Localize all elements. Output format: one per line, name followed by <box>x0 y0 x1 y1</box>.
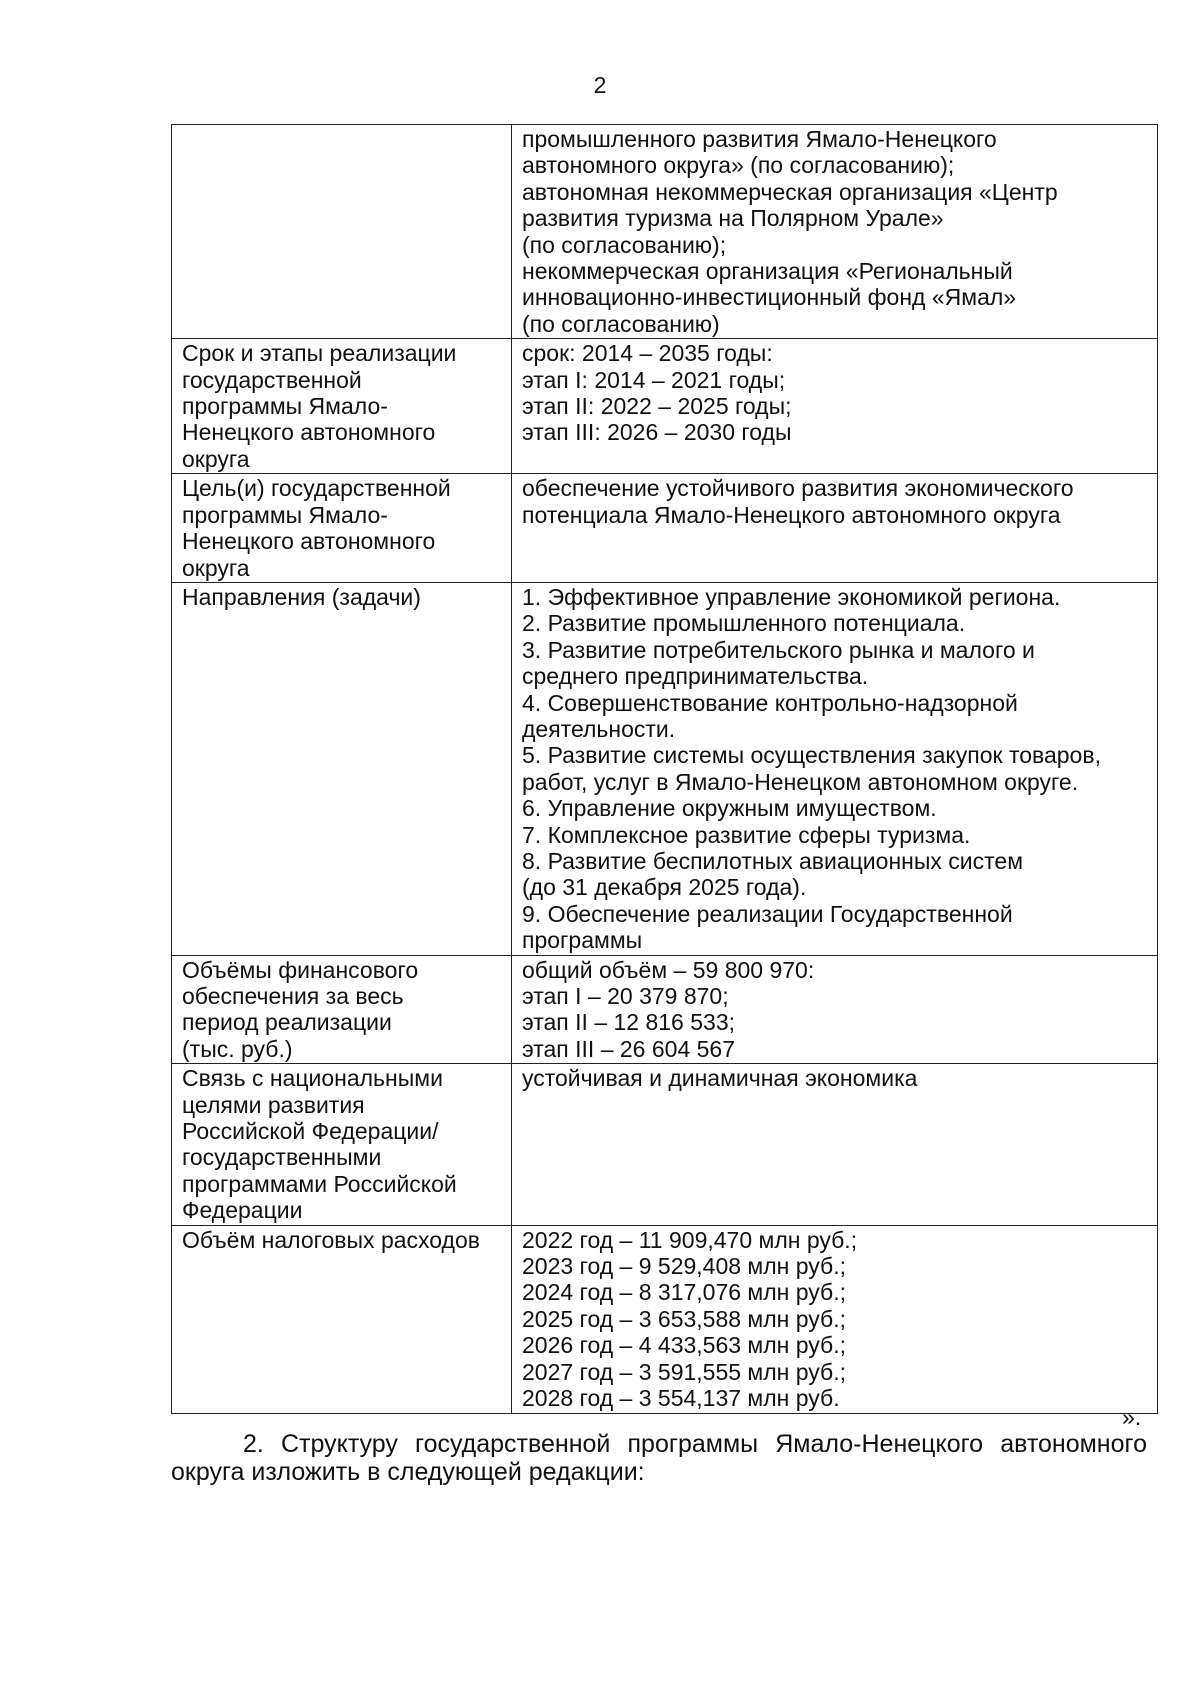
row-label-line: обеспечения за весь <box>182 983 404 1009</box>
row-value-line: этап III: 2026 – 2030 годы <box>522 419 792 446</box>
table-row <box>172 955 1158 1064</box>
row-value-cell <box>512 1064 1158 1225</box>
row-value-line: 2027 год – 3 591,555 млн руб.; <box>522 1358 846 1385</box>
row-label-line: Объём налоговых расходов <box>182 1226 480 1253</box>
row-label-line: (тыс. руб.) <box>182 1035 293 1062</box>
row-label-line: программы Ямало- <box>182 501 388 528</box>
row-label-line: Объёмы финансового <box>182 956 419 983</box>
row-label-line: Направления (задачи) <box>182 583 421 610</box>
row-value-line: 2. Развитие промышленного потенциала. <box>522 610 966 637</box>
row-value-line: обеспечение устойчивого развития экономического <box>522 475 1074 502</box>
row-value-line: автономная некоммерческая организация «Центр <box>522 178 1058 205</box>
row-value-line: устойчивая и динамичная экономика <box>522 1065 918 1092</box>
row-value-line: 2026 год – 4 433,563 млн руб.; <box>522 1332 846 1359</box>
table-row <box>172 474 1158 583</box>
row-label-line: Федерации <box>182 1197 303 1224</box>
row-value-line: промышленного развития Ямало-Ненецкого <box>522 126 997 152</box>
row-value-line: работ, услуг в Ямало-Ненецком автономном округе. <box>522 768 1079 795</box>
row-value-line: автономного округа» (по согласованию); <box>522 152 955 179</box>
row-label-line: Срок и этапы реализации <box>182 340 457 367</box>
row-value-line: этап I – 20 379 870; <box>522 983 729 1009</box>
program-passport-table-body <box>172 125 1158 1414</box>
row-value-line: среднего предпринимательства. <box>522 663 869 690</box>
row-value-cell <box>512 955 1158 1064</box>
row-label-line: Цель(и) государственной <box>182 475 451 502</box>
row-value-line: 1. Эффективное управление экономикой региона. <box>522 583 1061 610</box>
row-value-line: 5. Развитие системы осуществления закупок товаров, <box>522 742 1101 769</box>
row-value-line: этап I: 2014 – 2021 годы; <box>522 366 786 393</box>
row-value-line: инновационно-инвестиционный фонд «Ямал» <box>522 284 1017 311</box>
row-value-cell <box>512 474 1158 583</box>
row-label-line: Ненецкого автономного <box>182 419 436 446</box>
row-value-line: 6. Управление окружным имуществом. <box>522 795 937 822</box>
table-row <box>172 1064 1158 1225</box>
row-value-line: 4. Совершенствование контрольно-надзорной <box>522 689 1018 716</box>
row-label-line: государственными <box>182 1144 382 1171</box>
row-value-line: этап III – 26 604 567 <box>522 1035 735 1062</box>
row-label-cell <box>172 582 512 955</box>
row-label-cell <box>172 339 512 474</box>
row-value-line: этап II: 2022 – 2025 годы; <box>522 393 792 420</box>
row-value-line: срок: 2014 – 2035 годы: <box>522 340 773 367</box>
row-label-line: Связь с национальными <box>182 1065 443 1092</box>
page-number: 2 <box>593 72 607 98</box>
row-value-line: деятельности. <box>522 715 676 742</box>
table-row <box>172 339 1158 474</box>
row-label-line: Ненецкого автономного <box>182 528 436 555</box>
row-value-line: общий объём – 59 800 970: <box>522 956 815 983</box>
row-label-line: округа <box>182 445 250 472</box>
row-value-line: (по согласованию) <box>522 310 720 337</box>
closing-quote: ». <box>1122 1404 1142 1430</box>
row-value-line: (до 31 декабря 2025 года). <box>522 874 807 901</box>
row-label-cell <box>172 955 512 1064</box>
row-value-cell <box>512 582 1158 955</box>
row-label-line: целями развития <box>182 1091 365 1118</box>
row-value-line: 2022 год – 11 909,470 млн руб.; <box>522 1226 858 1253</box>
row-value-line: 7. Комплексное развитие сферы туризма. <box>522 821 971 848</box>
row-value-line: потенциала Ямало-Ненецкого автономного округа <box>522 501 1061 528</box>
row-label-cell <box>172 125 512 339</box>
row-value-line: 2024 год – 8 317,076 млн руб.; <box>522 1279 846 1306</box>
row-value-line: 2025 год – 3 653,588 млн руб.; <box>522 1305 846 1332</box>
row-value-line: развития туризма на Полярном Урале» <box>522 205 944 232</box>
row-value-line: 8. Развитие беспилотных авиационных систем <box>522 847 1024 874</box>
row-value-line: 9. Обеспечение реализации Государственной <box>522 900 1013 927</box>
row-value-line: 2023 год – 9 529,408 млн руб.; <box>522 1253 846 1280</box>
row-value-line: программы <box>522 927 643 954</box>
amendment-paragraph-line-1: 2. Структуру государственной программы Ямало-Ненецкого автономного <box>243 1430 1147 1458</box>
row-label-cell <box>172 1064 512 1225</box>
table-row <box>172 125 1158 339</box>
row-value-line: некоммерческая организация «Региональный <box>522 258 1013 285</box>
row-value-line: этап II – 12 816 533; <box>522 1009 735 1036</box>
row-label-line: округа <box>182 554 250 581</box>
row-label-line: Российской Федерации/ <box>182 1118 439 1145</box>
row-value-cell <box>512 339 1158 474</box>
row-label-line: программами Российской <box>182 1170 457 1197</box>
table-row <box>172 1225 1158 1413</box>
row-value-cell <box>512 125 1158 339</box>
row-value-line: 3. Развитие потребительского рынка и малого и <box>522 636 1035 663</box>
program-passport-table <box>171 124 1158 1414</box>
row-label-line: период реализации <box>182 1009 392 1036</box>
row-label-line: государственной <box>182 366 362 393</box>
amendment-paragraph-line-2: округа изложить в следующей редакции: <box>171 1458 645 1486</box>
amendment-paragraph <box>171 1430 1147 1486</box>
row-value-cell <box>512 1225 1158 1413</box>
row-value-line: 2028 год – 3 554,137 млн руб. <box>522 1385 840 1412</box>
row-label-line: программы Ямало- <box>182 393 388 420</box>
row-label-cell <box>172 474 512 583</box>
row-label-cell <box>172 1225 512 1413</box>
table-row <box>172 582 1158 955</box>
row-value-line: (по согласованию); <box>522 231 727 258</box>
